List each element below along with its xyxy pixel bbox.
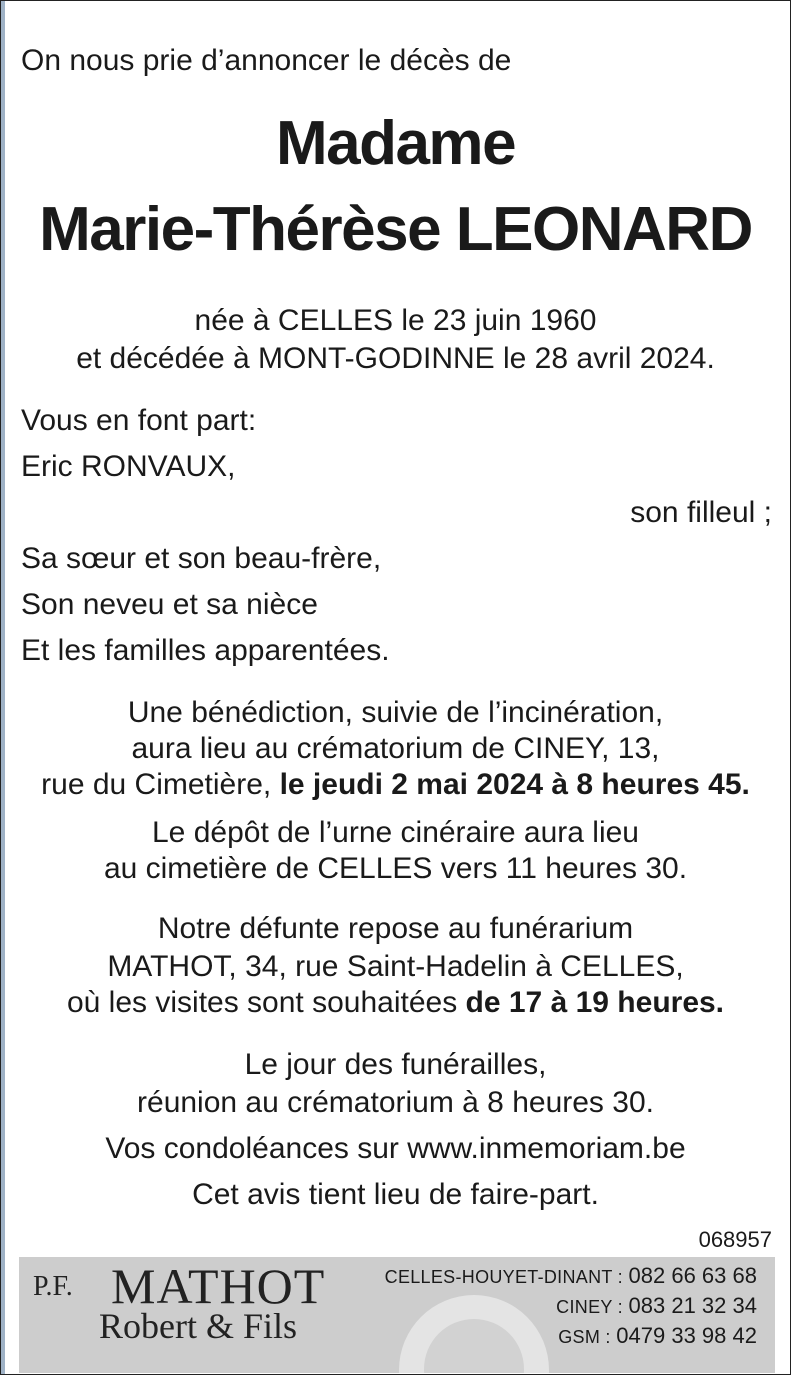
visit-line: Notre défunte repose au funérarium (157, 912, 634, 945)
family-member: Et les familles apparentées. (21, 634, 390, 667)
deceased-name: Marie-Thérèse LEONARD (39, 195, 752, 264)
funeral-home-prefix: P.F. (33, 1271, 73, 1302)
visit-line (1, 985, 790, 1021)
death-info: et décédée à MONT-GODINNE le 28 avril 2024. (76, 342, 715, 375)
family-relation: son filleul ; (630, 496, 772, 529)
reference-number: 068957 (698, 1227, 772, 1252)
funeral-day-line: réunion au crématorium à 8 heures 30. (137, 1086, 654, 1119)
urn-line: au cimetière de CELLES vers 11 heures 30. (103, 852, 688, 885)
notice-text: Cet avis tient lieu de faire-part. (192, 1178, 599, 1211)
contact-row (385, 1263, 757, 1289)
visit-text: où les visites sont souhaitées (66, 986, 466, 1019)
contact-number: 082 66 63 68 (628, 1263, 757, 1288)
visit-line: MATHOT, 34, rue Saint-Hadelin à CELLES, (107, 950, 684, 983)
contact-label: CELLES-HOUYET-DINANT : (384, 1267, 623, 1287)
contact-label: GSM : (558, 1327, 611, 1347)
family-member: Sa sœur et son beau-frère, (21, 542, 382, 575)
funeral-day-line: Le jour des funérailles, (244, 1048, 547, 1081)
contact-number: 083 21 32 34 (628, 1293, 757, 1318)
ceremony-line: Une bénédiction, suivie de l’incinération, (127, 696, 664, 729)
ceremony-line (1, 767, 790, 803)
family-member: Eric RONVAUX, (21, 450, 236, 483)
funeral-home-name: MATHOT (111, 1258, 326, 1314)
family-member: Son neveu et sa nièce (21, 588, 318, 621)
urn-line: Le dépôt de l’urne cinéraire aura lieu (152, 816, 639, 849)
contact-row (556, 1293, 757, 1319)
ceremony-datetime: le jeudi 2 mai 2024 à 8 heures 45. (279, 768, 750, 801)
contact-label: CINEY : (556, 1297, 623, 1317)
contact-number: 0479 33 98 42 (616, 1323, 757, 1348)
visit-hours: de 17 à 19 heures. (465, 986, 725, 1019)
deceased-title: Madame (275, 109, 516, 178)
announce-header: Vous en font part: (21, 404, 257, 437)
condolences-text: Vos condoléances sur www.inmemoriam.be (105, 1132, 686, 1165)
birth-info: née à CELLES le 23 juin 1960 (194, 304, 597, 337)
funeral-home-banner (19, 1257, 775, 1373)
contact-row (558, 1323, 757, 1349)
ceremony-line: aura lieu au crématorium de CINEY, 13, (131, 732, 660, 765)
ceremony-place: rue du Cimetière, (41, 768, 280, 801)
funeral-home-subtitle: Robert & Fils (99, 1306, 298, 1346)
intro-text: On nous prie d’annoncer le décès de (21, 44, 512, 77)
